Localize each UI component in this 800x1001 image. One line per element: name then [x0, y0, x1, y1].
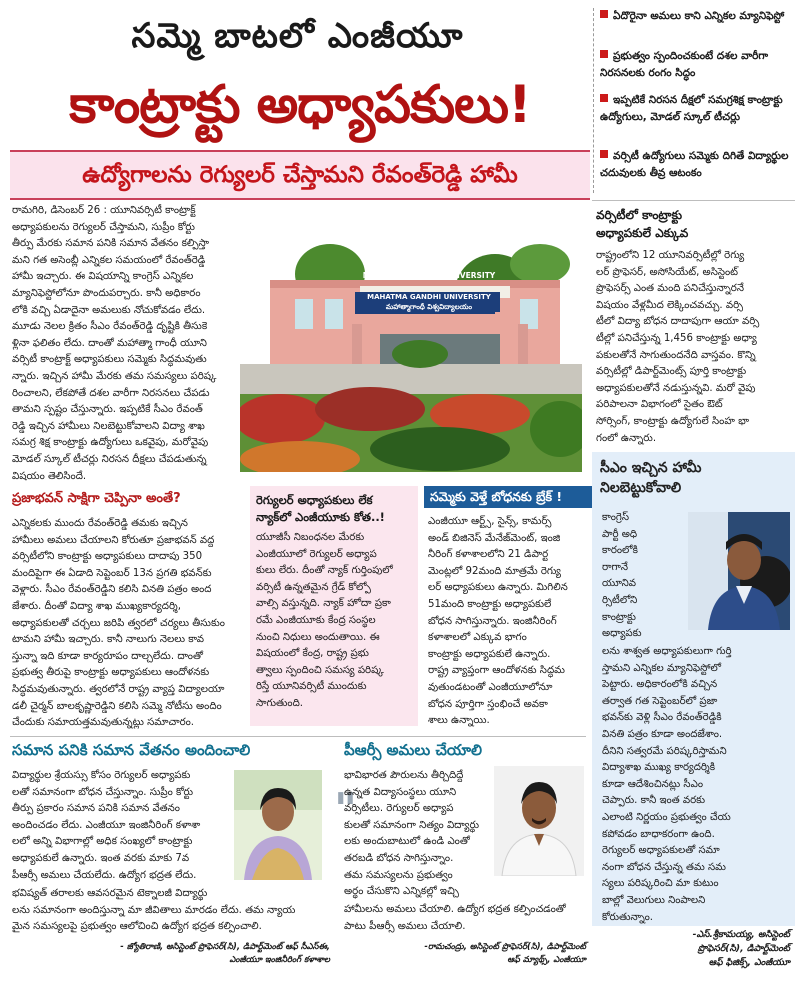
bullet-icon: [600, 10, 608, 18]
naac-body: యూజీసీ నిబంధనల మేరకు ఎంజీయూలో రెగ్యులర్‌ అధ్యాప కులు లేరు. దీంతో న్యాక్‌ గుర్తింపులో వర్సిటీ ఉన్నతమైన గ్రేడ్‌ కోల్పో వాల్సి వస్తున్నది. న్యాక్‌ హోదా ప్రకా రమే ఎంజీయూకు కేంద్ర సంస్థల నుంచి నిధులు అందుతాయి. ఈ విషయంలో కేంద్ర, రాష్ట్ర ప్రభు త్వాలు స్పందించి సమస్య పరిష్క రిస్తే యూనివర్సిటీ ముందుకు సాగుతుంది.: [256, 532, 393, 709]
cm-body-wide: లను శాశ్వత అధ్యాపకులుగా గుర్తి స్తామని ఎన్నికల మ్యానిఫెస్టోలో పెట్టారు. అధికారంలోకి వచ్చిన తర్వాత గత సెప్టెంబర్‌లో ప్రజా భవన్‌కు వెళ్లి సీఎం రేవంత్‌రెడ్డికి వినతి పత్రం కూడా అందజేశాం. దీనిని సత్వరమే పరిష్కరిస్తామని విద్యాశాఖ ముఖ్య కార్యదర్శికి కూడా ఆదేశించినట్లు సీఎం చెప్పారు. కానీ ఇంత వరకు ఎలాంటి నిర్ణయం ప్రభుత్వం చేయ కపోవడం బాధాకరంగా ఉంది. రెగ్యులర్‌ అధ్యాపకులతో సమా నంగా బోధన చేస్తున్న తమ సమ స్యలు పరిష్కరించి మా కుటుం బాల్లో వెలుగులు నింపాలని కోరుతున్నాం.: [602, 646, 732, 923]
cm-promise-box: [592, 452, 795, 926]
portrait-srikamayya: [688, 512, 790, 630]
praja-article: ఎన్నికలకు ముందు రేవంత్‌రెడ్డి తమకు ఇచ్చిన హామీలు అమలు చేయాలని కోరుతూ ప్రజాభవన్‌ వద్ద వర్సిటీలోని కాంట్రాక్టు అధ్యాపకులు దాదాపు 350 మందిపైగా ఈ ఏడాది సెప్టెంబర్‌ 13న ప్రగతి భవన్‌కు వెళ్లారు. సీఎం రేవంత్‌రెడ్డిని కలిసి వినతి పత్రం అంద జేశారు. దీంతో విద్యా శాఖ ముఖ్యకార్యదర్శి, అధ్యాపకులతో చర్చలు జరిపి త్వరలో చర్యలు తీసుకుం టామని హామీ ఇచ్చారు. కానీ నాలుగు నెలలు కావ స్తున్నా ఇది కూడా కార్యరూపం దాల్చలేదు. దాంతో ప్రభుత్వ తీరుపై కాంట్రాక్టు అధ్యాపకులు ఆందోళనకు సిద్ధమవుతున్నారు. త్వరలోనే రాష్ట్ర వ్యాప్త విద్యాలయా డలీ చైర్మన్‌ బాలకృష్ణారెడ్డిని కలిసి సమ్మె నోటీసు అందిం చేందుకు సమాయత్తమవుతున్నట్లు సమాచారం.: [12, 518, 225, 729]
divider: [592, 200, 795, 201]
subheadline-text: ఉద్యోగాలను రెగ్యులర్‌ చేస్తామని రేవంత్‌రెడ్డి హామీ: [82, 162, 518, 188]
highlights-list: [600, 8, 795, 188]
portrait-jyothirani: [234, 770, 322, 880]
cm-body-narrow: కాంగ్రెస్‌ పార్టీ అధి కారంలోకి రాగానే యూనివ ర్సిటీలోని కాంట్రాక్టు అధ్యాపకు: [602, 512, 642, 640]
column-divider: [593, 8, 594, 193]
cm-signature-visible: -ఎస్‌.శ్రీకామయ్య, అసిస్టెంట్‌ ప్రొఫెసర్‌(సి), డిపార్ట్‌మెంట్‌ ఆఫ్‌ ఫిజిక్స్‌, ఎంజీయూ: [692, 929, 790, 968]
university-photo-drawing: [240, 204, 582, 472]
right-article: [596, 206, 794, 456]
equal-pay-heading: సమాన పనికి సమాన వేతనం అందించాలి: [12, 741, 251, 759]
praja-heading: ప్రజాభవన్‌ సాక్షిగా చెప్పినా అంతే?: [12, 491, 181, 506]
equal-pay-signature: - జ్యోతిరాణి, అసిస్టెంట్‌ ప్రొఫెసర్‌(సి), డిపార్ట్‌మెంట్‌ ఆఫ్‌ సీఎస్‌ఈ, ఎంజీయూ ఇంజినీరింగ్‌ కళాశాల: [120, 941, 330, 964]
highlight-item: ఏదొరైనా అమలు కాని ఎన్నికల మ్యానిఫెస్టో: [600, 8, 795, 48]
naac-box: [250, 486, 418, 726]
bullet-icon: [600, 50, 608, 58]
highlight-item: ఇప్పటికే నిరసన దీక్షలో సమగ్రశిక్ష కాంట్రాక్టు ఉద్యోగులు, మోడల్‌ స్కూల్‌ టీచర్లు: [600, 94, 783, 123]
lead-article: రామగిరి, డిసెంబర్‌ 26 : యూనివర్సిటీ కాంట్రాక్ట్‌ అధ్యాపకులను రెగ్యులర్‌ చేస్తామని, సుప్రీం కోర్టు తీర్పు మేరకు సమాన పనికి సమాన వేతనం కల్పిస్తా మని గత అసెంబ్లీ ఎన్నికల సమయంలో రేవంత్‌రెడ్డి హామీ ఇచ్చారు. ఈ విషయాన్ని కాంగ్రెస్‌ ఎన్నికల మ్యానిఫెస్టోలోనూ పొందుపర్చారు. కానీ అధికారం లోకి వచ్చి ఏడాదైనా అమలుకు నోచుకోవడం లేదు. మూడు నెలల క్రితం సీఎం రేవంత్‌రెడ్డి దృష్టికి తీసుకె ళ్లినా ఫలితం లేదు. దాంతో మహాత్మా గాంధీ యూని వర్సిటీ కాంట్రాక్ట్‌ అధ్యాపకులు సమ్మెకు సిద్ధమవుతు న్నారు. ఇచ్చిన హామీ మేరకు తమ సమస్యలు పరిష్క రించాలని, లేకపోతే దశల వారీగా నిరసనలు చేపడు తామని స్పష్టం చేస్తున్నారు. ఇప్పటికే సీఎం రేవంత్‌ రెడ్డి ఇచ్చిన హామీలు నిలబెట్టుకోవాలని విద్యా శాఖ సమగ్ర శిక్ష కాంట్రాక్టు ఉద్యోగులు ఒకవైపు, మరోవైపు మోడల్‌ స్కూల్‌ టీచర్లు నిరసన దీక్షలు చేపడుతున్న విషయం తెలిసిందే.: [12, 205, 217, 482]
sign-text-top: MAHATMA GANDHI UNIVERSITY: [362, 271, 496, 280]
bullet-icon: [600, 150, 608, 158]
highlight-item: వర్సిటీ ఉద్యోగులు సమ్మెకు దిగితే విద్యార్థుల చదువులకు తీవ్ర ఆటంకం: [600, 150, 789, 179]
prc-heading: పీఆర్సీ అమలు చేయాలి: [344, 741, 482, 759]
prc-body-wide: హామీలను అమలు చేయాలి. ఉద్యోగ భద్రత కల్పించడంతో పాటు పీఆర్సీ అమలు చేయాలి.: [344, 904, 566, 932]
strike-heading: సమ్మెకు వెళ్తే బోధనకు బ్రేక్‌ !: [424, 486, 592, 508]
main-headline: కాంట్రాక్టు అధ్యాపకులు!: [69, 75, 531, 135]
equal-pay-body-narrow: విద్యార్థుల శ్రేయస్సు కోసం రెగ్యులర్‌ అధ్యాపకు లతో సమానంగా బోధన చేస్తున్నాం. సుప్రీం కోర్టు తీర్పు ప్రకారం సమాన పనికి సమాన వేతనం అందించడం లేదు. ఎంజీయూ ఇంజినీరింగ్‌ కళాశా లలో అన్ని విభాగాల్లో అధిక సంఖ్యలో కాంట్రాక్టు అధ్యాపకులే ఉన్నారు. ఇంత వరకు మాకు 7వ పీఆర్సీ అమలు చేయలేదు. ఉద్యోగ భద్రత లేదు.: [12, 770, 201, 881]
sign-board-label: MAHATMA GANDHI UNIVERSITY మహాత్మాగాంధీ విశ్వవిద్యాలయం: [358, 292, 500, 312]
portrait-ramachandru: [494, 766, 584, 876]
strike-article: ఎంజీయూ ఆర్ట్స్‌, సైన్స్‌, కామర్స్‌ అండ్‌ బిజినెస్‌ మేనేజ్‌మెంట్‌, ఇంజి నీరింగ్‌ కళాశాలలోని 21 డిపార్ట మెంట్లలో 92మంది మాత్రమే రెగ్యు లర్‌ అధ్యాపకులు ఉన్నారు. మిగిలిన 51మంది కాంట్రాక్టు అధ్యాపకులే బోధన సాగిస్తున్నారు. ఇంజినీరింగ్‌ కళాశాలలో ఎక్కువ భాగం కాంట్రాక్టు అధ్యాపకులే ఉన్నారు. రాష్ట్ర వ్యాప్తంగా ఆందోళనకు సిద్ధమ వుతుండటంతో ఎంజీయూలోనూ బోధన పూర్తిగా స్తంభించే అవకా శాలు ఉన్నాయి.: [428, 516, 568, 727]
prc-body-narrow: భావిభారత పౌరులను తీర్చిదిద్దే ఉన్నత విద్యాసంస్థలు యూని వర్సిటీలు. రెగ్యులర్‌ అధ్యాప కులతో సమానంగా నిత్యం విద్యార్థు లకు అందుబాటులో ఉండి ఎంతో తరబడి బోధన సాగిస్తున్నాం. తమ సమస్యలను ప్రభుత్వం అర్థం చేసుకొని ఎన్నికల్లో ఇచ్చి: [344, 770, 480, 898]
right-article-body: రాష్ట్రంలోని 12 యూనివర్సిటీల్లో రెగ్యు లర్‌ ప్రొఫెసర్‌, అసోసియేట్‌, అసిస్టెంట్‌ ప్రొఫెసర్స్‌ ఎంత మంది పనిచేస్తున్నారనే విషయం వేళ్లమీద లెక్కించవచ్చు. వర్సి టీలో విద్యా బోధన దాదాపుగా ఆయా వర్సి టీల్లో పనిచేస్తున్న 1,456 కాంట్రాక్టు అధ్యా పకులతోనే సాగుతుందనేది వాస్తవం. కొన్ని వర్సిటీల్లో డిపార్ట్‌మెంట్స్‌ పూర్తి కాంట్రాక్టు అధ్యాపకులతోనే నడుస్తున్నవి. మరో వైపు పరిపాలనా విభాగంలో సైతం ఔట్‌ సోర్సింగ్‌, కాంట్రాక్టు ఉద్యోగులే సింహ భా గంలో ఉన్నారు.: [596, 250, 760, 444]
equal-pay-body-wide: భవిష్యత్‌ తరాలకు ఆవసరమైన టెక్నాలజీ విద్యార్థు లను సమానంగా అందిస్తున్నా మా జీవితాలు మారడం లేదు. తమ న్యాయ మైన సమస్యలపై ప్రభుత్వం ఆలోచించి ఉద్యోగ భద్రత కల్పించాలి.: [12, 888, 296, 933]
portrait-drawing: [494, 766, 584, 876]
prc-signature: -రామచంద్రు, అసిస్టెంట్‌ ప్రొఫెసర్‌(సి), డిపార్ట్‌మెంట్‌ ఆఫ్‌ మ్యాథ్స్‌, ఎంజీయూ: [424, 941, 586, 964]
highlight-item: ప్రభుత్వం స్పందించకుంటే దశల వారీగా నిరసనలకు రంగం సిద్ధం: [600, 50, 768, 79]
university-photo: [240, 204, 582, 472]
right-article-heading: వర్సిటీలో కాంట్రాక్టు అధ్యాపకులే ఎక్కువ: [596, 208, 689, 240]
bullet-icon: [600, 94, 608, 102]
kicker-headline: సమ్మె బాటలో ఎంజీయూ: [131, 16, 464, 56]
portrait-drawing: [234, 770, 322, 880]
subheadline-banner: [10, 150, 590, 200]
divider: [10, 736, 586, 737]
cm-heading: సీఎం ఇచ్చిన హామీ నిలబెట్టుకోవాలి: [600, 460, 702, 496]
quote-icon: ": [334, 784, 357, 835]
naac-heading: రెగ్యులర్‌ అధ్యాపకులు లేక న్యాక్‌లో ఎంజీయూకు కోత..!: [256, 493, 385, 524]
portrait-drawing: [688, 512, 790, 630]
